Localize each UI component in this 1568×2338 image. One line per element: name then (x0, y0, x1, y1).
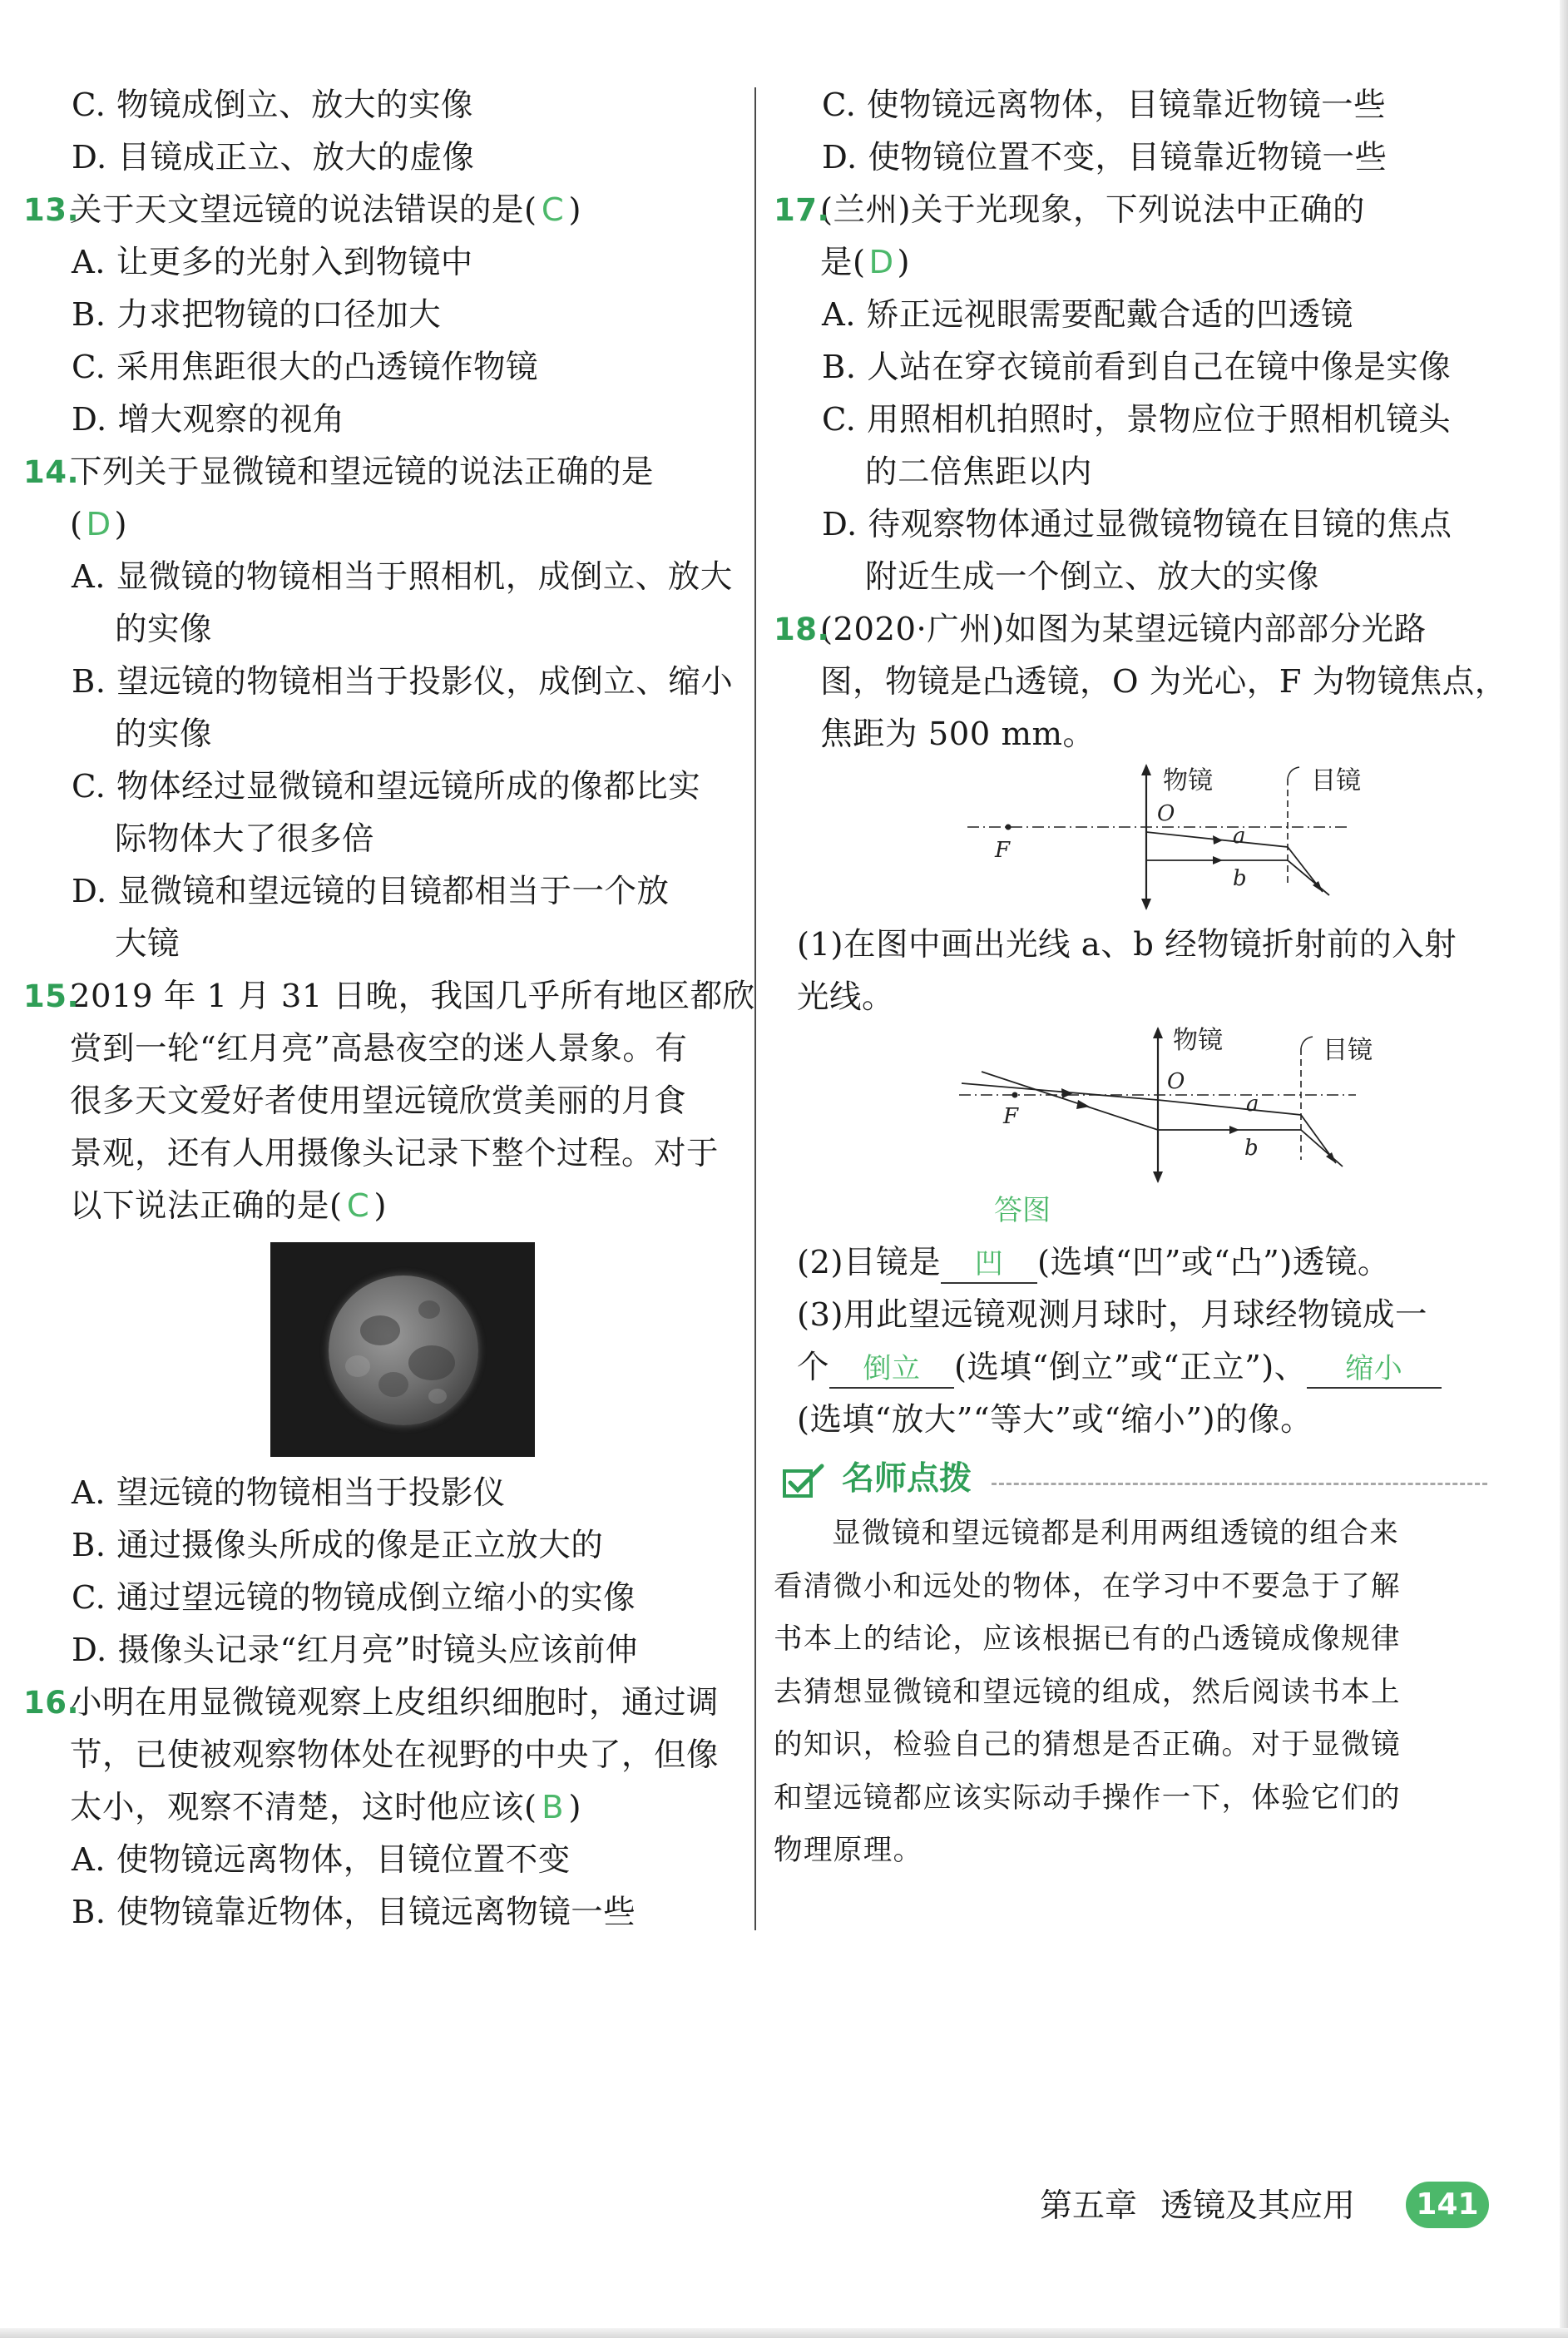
optical-center-label: O (1157, 801, 1175, 826)
q17-option-d: D. 待观察物体通过显微镜物镜在目镜的焦点 (822, 506, 1452, 543)
q16-paren-close: ) (568, 1789, 582, 1826)
answer-light-path-figure (774, 1023, 1487, 1190)
q15-line-1: 2019 年 1 月 31 日晚，我国几乎所有地区都欣 (70, 978, 755, 1015)
q15-stem (23, 970, 755, 1023)
q14-number: 14. (23, 454, 80, 490)
tips-title: 名师点拨 (842, 1460, 972, 1498)
focus-point (1012, 1092, 1018, 1098)
ray-b-label: b (1244, 1136, 1259, 1161)
moon-image (329, 1275, 478, 1425)
lunar-eclipse-photo (270, 1242, 535, 1457)
q16-option-c: C. 使物镜远离物体，目镜靠近物镜一些 (822, 87, 1387, 124)
page-number: 141 (1406, 2182, 1489, 2228)
q18-part3-answer-1: 倒立 (829, 1350, 954, 1389)
q17-number: 17. (774, 192, 830, 228)
tips-line: 去猜想显微镜和望远镜的组成，然后阅读书本上 (774, 1675, 1401, 1709)
q15-line-3: 很多天文爱好者使用望远镜欣赏美丽的月食 (70, 1082, 687, 1120)
q18-line-2: 图，物镜是凸透镜，O 为光心，F 为物镜焦点， (820, 663, 1507, 701)
q14-stem (23, 446, 740, 498)
q18-number: 18. (774, 612, 830, 647)
q17-line-2 (774, 236, 1487, 289)
q13-answer: C (541, 191, 565, 229)
q15-option-a: A. 望远镜的物镜相当于投影仪 (72, 1474, 506, 1512)
eyepiece-label: 目镜 (1323, 1036, 1373, 1065)
q17-line-1: (兰州)关于光现象，下列说法中正确的 (820, 191, 1366, 229)
tips-line: 书本上的结论，应该根据已有的凸透镜成像规律 (774, 1622, 1401, 1656)
q15-line-2: 赏到一轮“红月亮”高悬夜空的迷人景象。有 (70, 1030, 688, 1067)
q18-part3-line-1: (3)用此望远镜观测月球时，月球经物镜成一 (797, 1296, 1428, 1334)
q16-number: 16. (23, 1685, 80, 1721)
q18-part2-answer: 凹 (941, 1246, 1037, 1284)
q18-stem (774, 603, 1487, 656)
q14-option-a: A. 显微镜的物镜相当于照相机，成倒立、放大 (72, 558, 733, 596)
q14-paren-close: ) (114, 506, 128, 543)
q17-answer: D (868, 244, 894, 281)
q13-option-c: C. 采用焦距很大的凸透镜作物镜 (72, 349, 539, 386)
q18-part3-mid: (选填“倒立”或“正立”)、 (954, 1349, 1307, 1386)
footer-title: 透镜及其应用 (1160, 2187, 1356, 2225)
tips-body (774, 1508, 1487, 1878)
q13-stem-text: 关于天文望远镜的说法错误的是( (70, 191, 537, 229)
q17-stem (774, 184, 1487, 236)
q14-option-b-cont: 的实像 (115, 716, 213, 753)
objective-label: 物镜 (1173, 1026, 1223, 1055)
telescope-light-path-figure (774, 760, 1487, 919)
q14-answer: D (86, 506, 111, 543)
q16-option-b: B. 使物镜靠近物体，目镜远离物镜一些 (72, 1894, 636, 1931)
q13-option-a: A. 让更多的光射入到物镜中 (72, 244, 473, 281)
q14-option-c-cont: 际物体大了很多倍 (115, 820, 375, 858)
q18-part2-post: (选填“凹”或“凸”)透镜。 (1037, 1244, 1390, 1281)
q16-line-3 (23, 1781, 740, 1834)
right-column (774, 79, 1507, 1878)
q16-stem (23, 1677, 740, 1729)
q17-option-a: A. 矫正远视眼需要配戴合适的凹透镜 (822, 296, 1353, 334)
q17-paren-close: ) (897, 244, 911, 281)
q15-option-d: D. 摄像头记录“红月亮”时镜头应该前伸 (72, 1632, 638, 1669)
optical-center-label: O (1167, 1069, 1185, 1094)
q14-option-b: B. 望远镜的物镜相当于投影仪，成倒立、缩小 (72, 663, 734, 701)
q17-option-b: B. 人站在穿衣镜前看到自己在镜中像是实像 (822, 349, 1452, 386)
tips-line: 显微镜和望远镜都是利用两组透镜的组合来 (832, 1517, 1400, 1550)
q13-paren-close: ) (568, 191, 582, 229)
q17-option-c-cont: 的二倍焦距以内 (865, 453, 1093, 491)
q18-part1-line-2: 光线。 (797, 978, 895, 1016)
q14-option-d-cont: 大镜 (115, 925, 181, 963)
tips-header (774, 1454, 1487, 1508)
ray-a-label: a (1233, 824, 1246, 849)
eyepiece-label: 目镜 (1311, 766, 1361, 795)
left-column (23, 79, 755, 1939)
q18-part2 (774, 1236, 1487, 1289)
q18-part1-line-1: (1)在图中画出光线 a、b 经物镜折射前的入射 (797, 926, 1457, 963)
q16-line-2: 节，已使被观察物体处在视野的中央了，但像 (70, 1736, 720, 1774)
q15-line-5-text: 以下说法正确的是( (70, 1187, 343, 1225)
q13-stem (23, 184, 740, 236)
objective-label: 物镜 (1163, 766, 1213, 795)
q16-line-1: 小明在用显微镜观察上皮组织细胞时，通过调 (70, 1684, 720, 1721)
checkbox-pen-icon (782, 1463, 827, 1499)
q18-line-1: (2020·广州)如图为某望远镜内部部分光路 (820, 611, 1427, 648)
q18-part3-pre: 个 (797, 1349, 830, 1386)
page-edge (1560, 0, 1568, 2338)
q13-option-d: D. 增大观察的视角 (72, 401, 345, 438)
q17-option-c: C. 用照相机拍照时，景物应位于照相机镜头 (822, 401, 1452, 438)
q13-number: 13. (23, 192, 80, 228)
q15-number: 15. (23, 978, 80, 1014)
footer-chapter: 第五章 (1040, 2187, 1138, 2225)
tips-line: 的知识，检验自己的猜想是否正确。对于显微镜 (774, 1728, 1401, 1761)
focus-label: F (995, 838, 1011, 863)
q15-answer: C (346, 1187, 370, 1225)
tips-line: 看清微小和远处的物体，在学习中不要急于了解 (774, 1569, 1401, 1603)
q13-option-b: B. 力求把物镜的口径加大 (72, 296, 442, 334)
tips-line: 和望远镜都应该实际动手操作一下，体验它们的 (774, 1781, 1401, 1815)
q15-line-4: 景观，还有人用摄像头记录下整个过程。对于 (70, 1135, 720, 1172)
q16-option-a: A. 使物镜远离物体，目镜位置不变 (72, 1841, 571, 1879)
answer-figure-caption: 答图 (994, 1194, 1051, 1227)
page-edge (0, 2328, 1568, 2338)
q15-option-c: C. 通过望远镜的物镜成倒立缩小的实像 (72, 1579, 636, 1617)
q17-line-2-text: 是( (820, 244, 866, 281)
q14-option-a-cont: 的实像 (115, 611, 213, 648)
focus-point (1006, 825, 1012, 830)
q16-line-3-text: 太小，观察不清楚，这时他应该( (70, 1789, 537, 1826)
q18-part3-answer-2: 缩小 (1307, 1350, 1442, 1389)
q12-option-c: C. 物镜成倒立、放大的实像 (72, 87, 474, 124)
q18-part3-line-3: (选填“放大”“等大”或“缩小”)的像。 (797, 1401, 1313, 1439)
q14-option-c: C. 物体经过显微镜和望远镜所成的像都比实 (72, 768, 701, 805)
q15-option-b: B. 通过摄像头所成的像是正立放大的 (72, 1527, 604, 1564)
q16-option-d: D. 使物镜位置不变，目镜靠近物镜一些 (822, 139, 1387, 176)
q18-part2-pre: (2)目镜是 (797, 1244, 942, 1281)
q14-answer-line (23, 498, 740, 551)
ray-a-label: a (1246, 1092, 1259, 1117)
q18-line-3: 焦距为 500 mm。 (820, 716, 1096, 753)
q17-option-d-cont: 附近生成一个倒立、放大的实像 (865, 558, 1320, 596)
focus-label: F (1003, 1104, 1019, 1129)
tips-line: 物理原理。 (774, 1834, 923, 1867)
q16-answer: B (542, 1789, 564, 1826)
q15-paren-close: ) (373, 1187, 388, 1225)
ray-b (982, 1072, 1343, 1167)
page-footer (1040, 2185, 1355, 2228)
q14-stem-text: 下列关于显微镜和望远镜的说法正确的是 (70, 453, 655, 491)
q14-paren-open: ( (70, 506, 83, 543)
q12-option-d: D. 目镜成正立、放大的虚像 (72, 139, 475, 176)
q14-option-d: D. 显微镜和望远镜的目镜都相当于一个放 (72, 873, 670, 910)
tips-dashed-rule (992, 1483, 1487, 1485)
q18-part3-line-2 (774, 1341, 1487, 1394)
ray-b-label: b (1233, 866, 1247, 891)
